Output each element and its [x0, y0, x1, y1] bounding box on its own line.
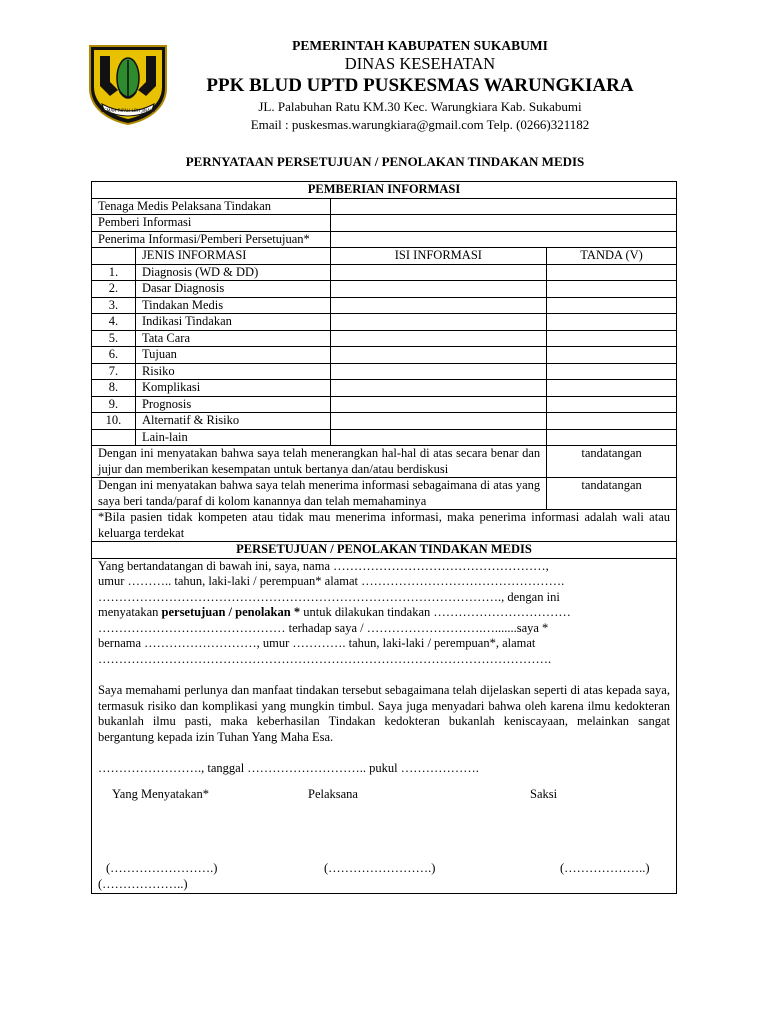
field-label-penerima-informasi: Penerima Informasi/Pemberi Persetujuan*	[92, 231, 331, 248]
puskesmas-logo	[86, 42, 170, 126]
field-label-pemberi-informasi: Pemberi Informasi	[92, 215, 331, 232]
item-tanda-cell[interactable]	[547, 330, 677, 347]
item-tanda-cell[interactable]	[547, 264, 677, 281]
item-number: 2.	[92, 281, 136, 298]
col-no-header	[92, 248, 136, 265]
table-row	[92, 413, 677, 430]
consent-line-age: umur ……….. tahun, laki-laki / perempuan* alamat ………………………………………….	[98, 574, 565, 588]
consent-line-patient: bernama ………………………, umur …………. tahun, laki-laki / perempuan*, alamat	[98, 636, 536, 650]
item-number: 1.	[92, 264, 136, 281]
consent-paragraph: Saya memahami perlunya dan manfaat tindakan tersebut sebagaimana telah dijelaskan seperti di atas kepada saya, termasuk risiko dan komplikasi yang mungkin timbul. Saya juga menyadari bahwa oleh karena ilmu kedokteran bukanlah ilmu pasti, maka keberhasilan Tindakan kedokteran bukanlah keniscayaan, melainkan sangat bergantung kepada izin Tuhan Yang Maha Esa.	[98, 683, 670, 744]
label-saksi: Saksi	[530, 786, 558, 801]
consent-line-statement: menyatakan persetujuan / penolakan * untuk dilakukan tindakan ……………………………	[98, 605, 571, 619]
table-row	[92, 264, 677, 281]
signature-cell-penerima[interactable]: tandatangan	[547, 478, 677, 510]
item-number: 10.	[92, 413, 136, 430]
label-pelaksana: Pelaksana	[308, 786, 358, 801]
header-agency: DINAS KESEHATAN	[344, 54, 496, 73]
item-isi-cell[interactable]	[330, 330, 547, 347]
section-info-title: PEMBERIAN INFORMASI	[92, 182, 677, 199]
field-input-pemberi-informasi[interactable]	[330, 215, 676, 232]
signature-labels	[98, 787, 670, 803]
consent-line-target: ……………………………………… terhadap saya / ……………………….….......saya *	[98, 620, 549, 635]
field-label-tenaga-medis: Tenaga Medis Pelaksana Tindakan	[92, 198, 331, 215]
table-row	[92, 314, 677, 331]
signature-blank-menyatakan[interactable]: (…………………….)	[106, 860, 218, 875]
item-label: Lain-lain	[135, 429, 330, 446]
signature-blanks	[98, 861, 670, 877]
col-tanda-header: TANDA (V)	[547, 248, 677, 265]
field-input-penerima-informasi[interactable]	[330, 231, 676, 248]
consent-choice: persetujuan / penolakan *	[161, 605, 301, 619]
item-isi-cell[interactable]	[330, 347, 547, 364]
table-row	[92, 380, 677, 397]
item-label: Dasar Diagnosis	[135, 281, 330, 298]
item-label: Tindakan Medis	[135, 297, 330, 314]
item-number: 4.	[92, 314, 136, 331]
item-label: Komplikasi	[135, 380, 330, 397]
item-isi-cell[interactable]	[330, 396, 547, 413]
item-tanda-cell[interactable]	[547, 413, 677, 430]
statement-penerima: Dengan ini menyatakan bahwa saya telah menerima informasi sebagaimana di atas yang saya beri tanda/paraf di kolom kanannya dan telah memahaminya	[92, 478, 547, 510]
competence-note: *Bila pasien tidak kompeten atau tidak mau menerima informasi, maka penerima informasi adalah wali atau keluarga terdekat	[92, 510, 677, 542]
item-isi-cell[interactable]	[330, 363, 547, 380]
item-number: 3.	[92, 297, 136, 314]
consent-form-table	[91, 181, 677, 894]
item-label: Risiko	[135, 363, 330, 380]
table-row	[92, 281, 677, 298]
consent-line-name: Yang bertandatangan di bawah ini, saya, nama ……………………………………………,	[98, 558, 549, 573]
item-tanda-cell[interactable]	[547, 281, 677, 298]
signature-blank-saksi-2[interactable]: (………………..)	[98, 876, 188, 891]
item-isi-cell[interactable]	[330, 429, 547, 446]
item-tanda-cell[interactable]	[547, 363, 677, 380]
header-institution: PPK BLUD UPTD PUSKESMAS WARUNGKIARA	[206, 75, 634, 96]
header-contact: Email : puskesmas.warungkiara@gmail.com Telp. (0266)321182	[250, 117, 590, 132]
table-row	[92, 429, 677, 446]
item-number	[92, 429, 136, 446]
item-isi-cell[interactable]	[330, 264, 547, 281]
signature-blanks-2	[98, 877, 670, 893]
item-tanda-cell[interactable]	[547, 297, 677, 314]
col-jenis-header: JENIS INFORMASI	[135, 248, 330, 265]
consent-body	[92, 558, 677, 893]
item-label: Indikasi Tindakan	[135, 314, 330, 331]
table-row	[92, 396, 677, 413]
item-isi-cell[interactable]	[330, 281, 547, 298]
item-isi-cell[interactable]	[330, 297, 547, 314]
table-row	[92, 347, 677, 364]
col-isi-header: ISI INFORMASI	[330, 248, 547, 265]
item-isi-cell[interactable]	[330, 380, 547, 397]
item-tanda-cell[interactable]	[547, 429, 677, 446]
statement-pemberi: Dengan ini menyatakan bahwa saya telah menerangkan hal-hal di atas secara benar dan jujur dan memberikan kesempatan untuk bertanya dan/atau berdiskusi	[92, 446, 547, 478]
consent-line-patient-address: ……………………………………………………………………………………………….	[98, 651, 552, 666]
item-isi-cell[interactable]	[330, 413, 547, 430]
table-row	[92, 330, 677, 347]
item-tanda-cell[interactable]	[547, 380, 677, 397]
signature-cell-pemberi[interactable]: tandatangan	[547, 446, 677, 478]
table-row	[92, 363, 677, 380]
section-consent-title: PERSETUJUAN / PENOLAKAN TINDAKAN MEDIS	[92, 542, 677, 559]
item-label: Tata Cara	[135, 330, 330, 347]
item-number: 9.	[92, 396, 136, 413]
item-isi-cell[interactable]	[330, 314, 547, 331]
table-row	[92, 297, 677, 314]
logo-motto: GEMAH RIPAH LOH JINAWI	[100, 108, 156, 113]
item-label: Alternatif & Risiko	[135, 413, 330, 430]
item-number: 7.	[92, 363, 136, 380]
item-tanda-cell[interactable]	[547, 347, 677, 364]
field-input-tenaga-medis[interactable]	[330, 198, 676, 215]
item-tanda-cell[interactable]	[547, 396, 677, 413]
header-address: JL. Palabuhan Ratu KM.30 Kec. Warungkiara Kab. Sukabumi	[258, 99, 582, 114]
item-label: Prognosis	[135, 396, 330, 413]
document-title: PERNYATAAN PERSETUJUAN / PENOLAKAN TINDAKAN MEDIS	[185, 154, 585, 169]
label-yang-menyatakan: Yang Menyatakan*	[112, 786, 209, 801]
item-number: 5.	[92, 330, 136, 347]
date-line: ……………………., tanggal ……………………….. pukul ……………….	[98, 761, 479, 775]
signature-blank-saksi-1[interactable]: (………………..)	[560, 860, 650, 875]
header-government: PEMERINTAH KABUPATEN SUKABUMI	[292, 38, 548, 53]
item-number: 8.	[92, 380, 136, 397]
item-label: Tujuan	[135, 347, 330, 364]
signature-blank-pelaksana[interactable]: (…………………….)	[324, 860, 436, 875]
item-tanda-cell[interactable]	[547, 314, 677, 331]
item-number: 6.	[92, 347, 136, 364]
item-label: Diagnosis (WD & DD)	[135, 264, 330, 281]
consent-line-address: ……………………………………………………………………………………., dengan ini	[98, 589, 560, 604]
